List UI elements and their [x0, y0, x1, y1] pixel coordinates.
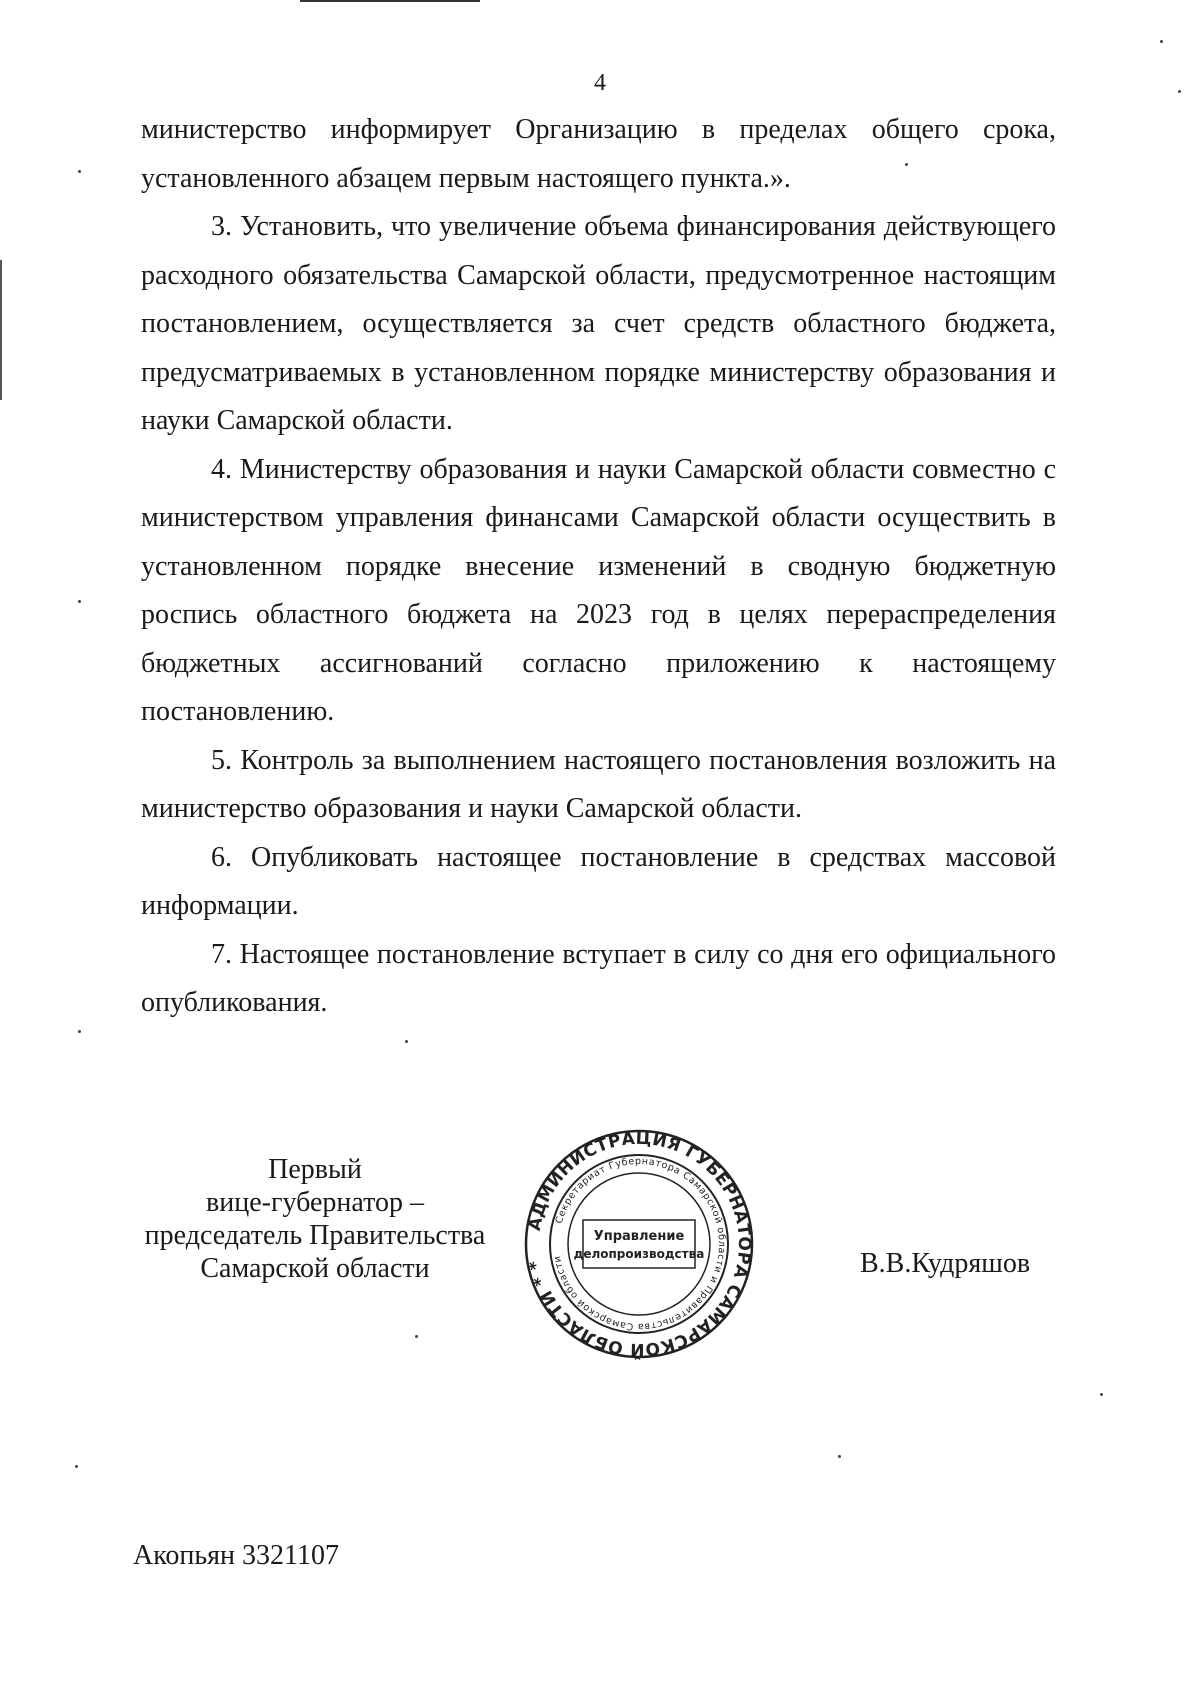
scan-speck [78, 170, 81, 173]
scan-speck [78, 1030, 81, 1033]
seal-middle-circle [550, 1155, 728, 1333]
scan-speck [1178, 90, 1181, 93]
scan-speck [905, 163, 908, 166]
official-seal [523, 1128, 755, 1360]
scan-artifact-top-rule [300, 0, 480, 2]
scan-speck [78, 600, 81, 603]
paragraph-item-4: 4. Министерству образования и науки Самарской области совместно с министерством управления финансами Самарской области осуществить в установленном порядке внесение изменений в сводную бюджетную роспись областного бюджета на 2023 год в целях перераспределения бюджетных ассигнований согласно приложению к настоящему постановлению. [141, 453, 1056, 727]
scan-artifact-left-edge [0, 260, 2, 400]
scan-speck [405, 1040, 408, 1043]
paragraph-continuation: министерство информирует Организацию в пределах общего срока, установленного абзацем первым настоящего пункта.». [141, 114, 1056, 194]
scan-speck [75, 1465, 78, 1468]
scan-speck [838, 1455, 841, 1458]
signatory-position-line: Первый [268, 1154, 362, 1185]
seal-inner-circle [568, 1173, 710, 1315]
seal-outer-text: АДМИНИСТРАЦИЯ ГУБЕРНАТОРА САМАРСКОЙ ОБЛАСТИ * * [524, 1128, 755, 1360]
seal-inner-text: Секретариат Губернатора Самарской области и Правительства Самарской области [551, 1155, 728, 1333]
paragraph-item-6: 6. Опубликовать настоящее постановление в средствах массовой информации. [141, 841, 1056, 921]
executor-note: Акопьян 3321107 [133, 1540, 339, 1571]
scan-speck [1160, 40, 1163, 43]
seal-center-line1: Управление [593, 1229, 685, 1244]
paragraph-item-7: 7. Настоящее постановление вступает в силу со дня его официального опубликования. [141, 938, 1056, 1018]
paragraph-item-3: 3. Установить, что увеличение объема финансирования действующего расходного обязательства Самарской области, предусмотренное настоящим постановлением, осуществляется за счет средств областного бюджета, предусматриваемых в установленном порядке министерству образования и науки Самарской области. [141, 211, 1056, 436]
document-body [141, 106, 1056, 1028]
signatory-position-line: председатель Правительства [144, 1220, 486, 1251]
page-number: 4 [594, 70, 606, 96]
signatory-position-line: вице-губернатор – [206, 1187, 424, 1218]
scan-speck [415, 1335, 418, 1338]
signatory-position-line: Самарской области [200, 1253, 430, 1284]
seal-center-line2: делопроизводства [573, 1247, 705, 1261]
signatory-name: В.В.Кудряшов [860, 1248, 1031, 1279]
paragraph-item-5: 5. Контроль за выполнением настоящего постановления возложить на министерство образования и науки Самарской области. [141, 744, 1056, 824]
signatory-position [140, 1153, 490, 1285]
scan-speck [1100, 1393, 1103, 1396]
